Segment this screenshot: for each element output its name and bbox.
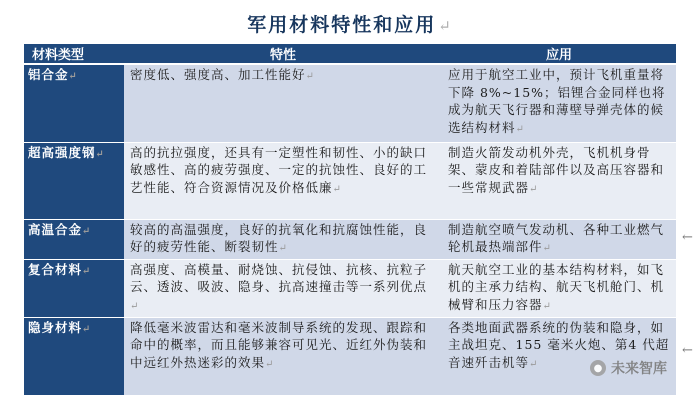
material-name: 复合材料↵ <box>24 259 124 317</box>
material-name: 高温合金↵ <box>24 219 124 259</box>
material-name: 超高强度钢↵ <box>24 142 124 219</box>
material-property: 密度低、强度高、加工性能好↵ <box>124 64 442 142</box>
header-material-type: 材料类型 <box>24 44 124 64</box>
table-row <box>24 64 676 142</box>
table-row <box>24 219 676 259</box>
title-text: 军用材料特性和应用 <box>247 14 437 36</box>
material-property: 降低毫米波雷达和毫米波制导系统的发现、跟踪和命中的概率，而且能够兼容可见光、近红外伪装和中远红外热迷彩的效果↵ <box>124 317 442 395</box>
page-title <box>0 10 700 37</box>
materials-table <box>24 44 676 396</box>
wechat-icon: ● <box>590 360 606 376</box>
material-application: 制造火箭发动机外壳，飞机机身骨架、蒙皮和着陆部件以及高压容器和一些常规武器↵ <box>442 142 676 219</box>
header-application: 应用 <box>442 44 676 64</box>
left-arrow-icon: ← <box>682 230 693 245</box>
watermark <box>590 358 667 378</box>
table-row <box>24 142 676 219</box>
watermark-text: 未来智库 <box>611 361 667 377</box>
material-property: 高强度、高模量、耐烧蚀、抗侵蚀、抗核、抗粒子云、透波、吸波、隐身、抗高速撞击等一系列优点↵ <box>124 259 442 317</box>
material-property: 高的抗拉强度，还具有一定塑性和韧性、小的缺口敏感性、高的疲劳强度、一定的抗蚀性、良好的工艺性能、符合资源情况及价格低廉↵ <box>124 142 442 219</box>
material-name: 隐身材料↵ <box>24 317 124 395</box>
paragraph-mark-icon: ↵ <box>438 17 453 35</box>
header-property: 特性 <box>124 44 442 64</box>
table-header-row <box>24 44 676 64</box>
table-row <box>24 259 676 317</box>
material-property: 较高的高温强度，良好的抗氧化和抗腐蚀性能，良好的疲劳性能、断裂韧性↵ <box>124 219 442 259</box>
material-application: 各类地面武器系统的伪装和隐身，如主战坦克、155 毫米火炮、第4 代超音速歼击机等↵ <box>442 317 676 395</box>
material-name: 铝合金↵ <box>24 64 124 142</box>
material-application: 应用于航空工业中，预计飞机重量将下降 8%~15%；铝锂合金同样也将成为航天飞行器和薄壁导弹壳体的候选结构材料↵ <box>442 64 676 142</box>
material-application: 制造航空喷气发动机、各种工业燃气轮机最热端部件↵ <box>442 219 676 259</box>
table-row <box>24 317 676 395</box>
left-arrow-icon: ← <box>682 343 693 358</box>
material-application: 航天航空工业的基本结构材料，如飞机的主承力结构、航天飞机舱门、机械臂和压力容器↵ <box>442 259 676 317</box>
